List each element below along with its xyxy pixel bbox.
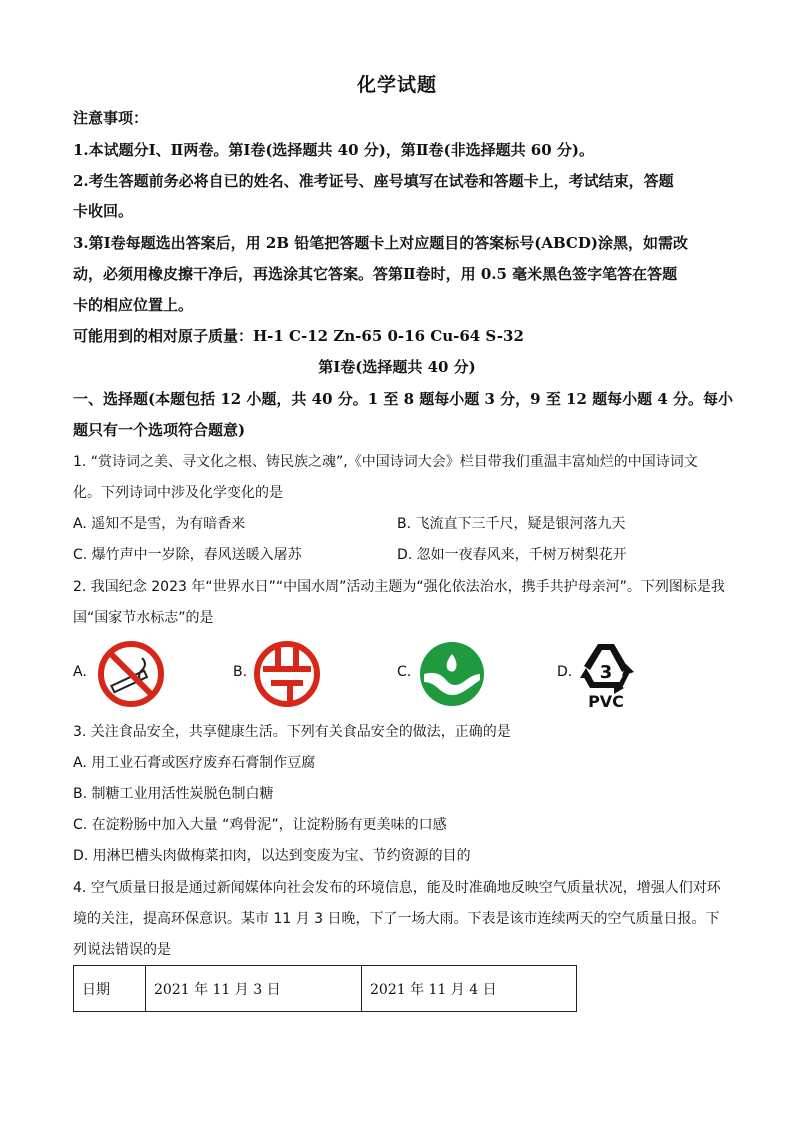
question-2-stem: 2. 我国纪念 2023 年“世界水日”“中国水周”活动主题为“强化依法治水，携手共护母亲河”。下列图标是我 [73, 579, 725, 595]
question-1-stem: 1. “赏诗词之美、寻文化之根、铸民族之魂”,《中国诗词大会》栏目带我们重温丰富灿烂的中国诗词文 [73, 454, 698, 470]
q1-option-b: B. 飞流直下三千尺，疑是银河落九天 [397, 516, 626, 532]
q1-option-c: C. 爆竹声中一岁除，春风送暖入屠苏 [73, 547, 302, 563]
table-cell: 日期 [74, 966, 146, 1012]
recycle-pvc-icon [576, 638, 636, 710]
question-4-stem: 4. 空气质量日报是通过新闻媒体向社会发布的环境信息，能及时准确地反映空气质量状况，增强人们对环 [73, 880, 721, 896]
q3-option-d: D. 用淋巴槽头肉做梅菜扣肉，以达到变废为宝、节约资源的目的 [73, 848, 471, 864]
q3-option-b: B. 制糖工业用活性炭脱色制白糖 [73, 786, 274, 802]
table-row [74, 966, 577, 1012]
atomic-mass-line: 可能用到的相对原子质量：H-1 C-12 Zn-65 0-16 Cu-64 S-32 [73, 327, 524, 345]
question-3-stem: 3. 关注食品安全，共享健康生活。下列有关食品安全的做法，正确的是 [73, 724, 511, 740]
energy-saving-icon [253, 640, 321, 708]
question-4-stem: 列说法错误的是 [73, 942, 171, 958]
q1-option-d: D. 忽如一夜春风来，千树万树梨花开 [397, 547, 627, 563]
water-saving-icon [418, 640, 486, 708]
question-1-stem: 化。下列诗词中涉及化学变化的是 [73, 485, 283, 501]
notice-item: 卡收回。 [73, 202, 134, 220]
q3-option-a: A. 用工业石膏或医疗废弃石膏制作豆腐 [73, 755, 316, 771]
q3-option-c: C. 在淀粉肠中加入大量 “鸡骨泥”，让淀粉肠有更美味的口感 [73, 817, 447, 833]
q2-label-a: A. [73, 664, 87, 680]
no-smoking-icon [97, 640, 165, 708]
q1-option-a: A. 遥知不是雪，为有暗香来 [73, 516, 246, 532]
air-quality-table [73, 965, 577, 1012]
notice-item: 1.本试题分Ⅰ、Ⅱ两卷。第Ⅰ卷(选择题共 40 分)，第Ⅱ卷(非选择题共 60 分)。 [73, 141, 595, 159]
question-2-stem: 国“国家节水标志”的是 [73, 610, 214, 626]
recycle-number: 3 [599, 662, 613, 683]
notice-item: 卡的相应位置上。 [73, 296, 194, 314]
page-title: 化学试题 [356, 74, 437, 96]
section-heading: 题只有一个选项符合题意) [73, 421, 246, 439]
section-heading: 一、选择题(本题包括 12 小题，共 40 分。1 至 8 题每小题 3 分，9 至 12 题每小题 4 分。每小 [73, 390, 734, 408]
table-cell: 2021 年 11 月 3 日 [146, 966, 362, 1012]
q2-label-d: D. [557, 664, 573, 680]
notice-item: 动，必须用橡皮擦干净后，再选涂其它答案。答第Ⅱ卷时，用 0.5 毫米黑色签字笔答在答题 [73, 265, 678, 283]
notice-item: 3.第Ⅰ卷每题选出答案后，用 2B 铅笔把答题卡上对应题目的答案标号(ABCD)涂黑，如需改 [73, 234, 688, 252]
question-4-stem: 境的关注，提高环保意识。某市 11 月 3 日晚，下了一场大雨。下表是该市连续两天的空气质量日报。下 [73, 911, 720, 927]
q2-label-c: C. [397, 664, 412, 680]
table-cell: 2021 年 11 月 4 日 [362, 966, 577, 1012]
q2-label-b: B. [233, 664, 248, 680]
section-title: 第Ⅰ卷(选择题共 40 分) [318, 358, 476, 376]
notice-item: 2.考生答题前务必将自已的姓名、准考证号、座号填写在试卷和答题卡上，考试结束，答题 [73, 172, 674, 190]
notice-heading: 注意事项： [73, 109, 149, 127]
recycle-text: PVC [588, 692, 624, 710]
